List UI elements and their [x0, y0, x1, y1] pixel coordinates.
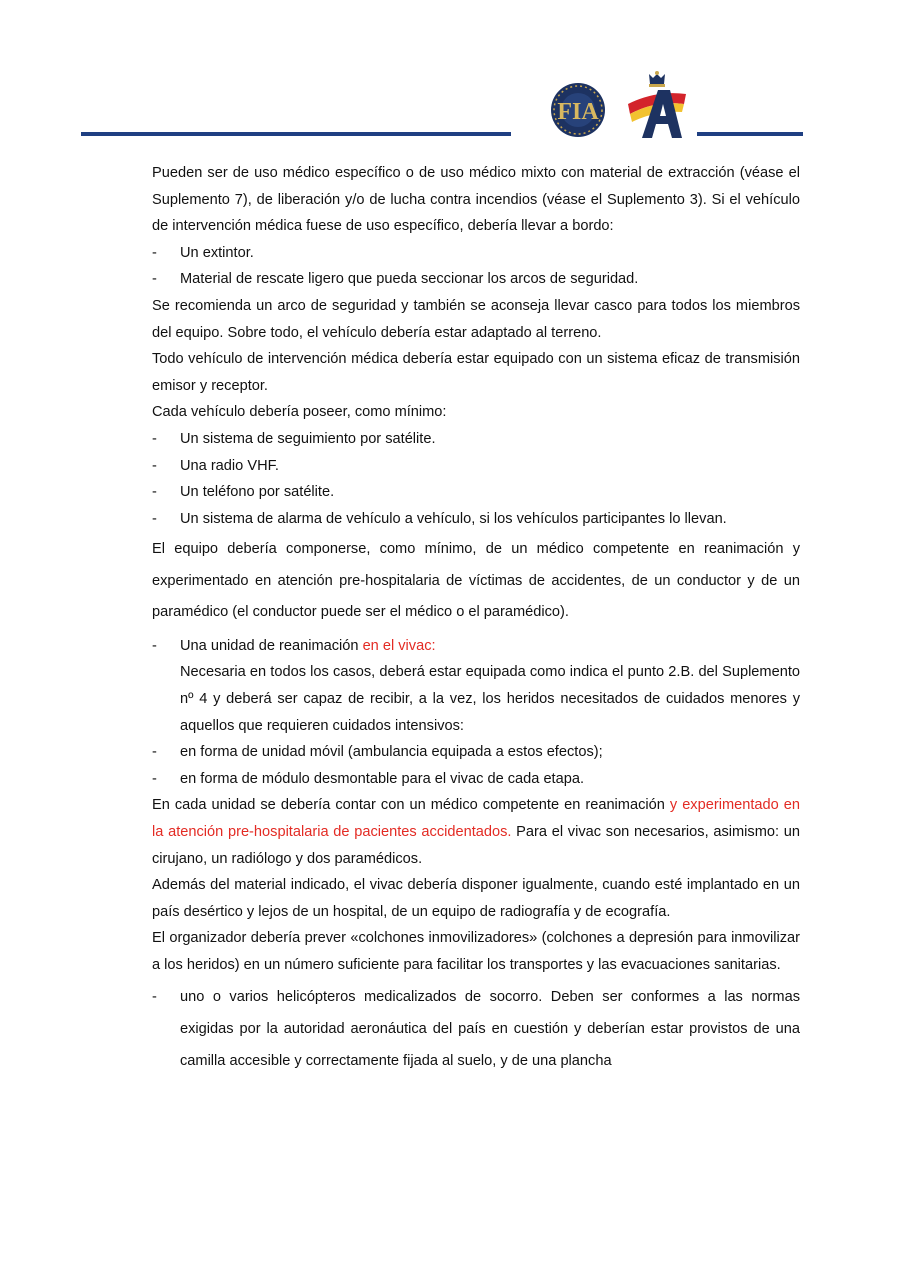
reanimation-unit-label-highlight: en el vivac:	[362, 637, 436, 654]
paragraph-1: Pueden ser de uso médico específico o de uso médico mixto con material de extracción (véase el Suplemento 7), de liberación y/o de lucha contra incendios (véase el Suplemento 3). Si el vehículo de intervención médica fuese de uso específico, debería llevar a bordo:	[152, 165, 800, 235]
header-rule-left	[81, 132, 511, 136]
list-item: - Un sistema de alarma de vehículo a vehículo, si los vehículos participantes lo llevan.	[152, 510, 727, 527]
paragraph-7: Además del material indicado, el vivac debería disponer igualmente, cuando esté implantado en un país desértico y lejos de un hospital, de un equipo de radiografía y de ecografía.	[152, 877, 800, 920]
reanimation-unit-label: Una unidad de reanimación	[180, 637, 359, 654]
list-item: - Un sistema de seguimiento por satélite.	[152, 430, 436, 447]
paragraph-6: En cada unidad se debería contar con un médico competente en reanimación y experimentado en la atención pre-hospitalaria de pacientes accidentados. Para el vivac son necesarios, asimismo: un cirujano, un radiólogo y dos paramédicos.	[152, 797, 800, 867]
reanimation-unit-description: Necesaria en todos los casos, deberá estar equipada como indica el punto 2.B. del Suplemento nº 4 y deberá ser capaz de recibir, a la vez, los heridos necesitados de cuidados menores y aquellos que requieren cuidados intensivos:	[180, 664, 800, 734]
fia-logo-text: FIA	[557, 99, 599, 125]
document-body	[152, 160, 800, 1077]
list-item-helicopters: - uno o varios helicópteros medicalizados de socorro. Deben ser conformes a las normas exigidas por la autoridad aeronáutica del país en cuestión y deberían estar provistos de una camilla accesible y correctamente fijada al suelo, y de una plancha	[152, 988, 800, 1069]
paragraph-3: Todo vehículo de intervención médica debería estar equipado con un sistema eficaz de transmisión emisor y receptor.	[152, 351, 800, 394]
header-rule-right	[697, 132, 803, 136]
list-item: - Un teléfono por satélite.	[152, 484, 335, 501]
rfea-logo-text: RFEdA	[654, 140, 658, 141]
rfea-logo	[622, 70, 690, 142]
list-item-reanimation-unit: - Una unidad de reanimación en el vivac:	[152, 637, 436, 654]
fia-logo	[537, 81, 619, 139]
paragraph-4: Cada vehículo debería poseer, como mínimo:	[152, 404, 447, 421]
list-item: - en forma de unidad móvil (ambulancia equipada a estos efectos);	[152, 744, 603, 761]
list-item: - Un extintor.	[152, 244, 254, 261]
paragraph-2: Se recomienda un arco de seguridad y también se aconseja llevar casco para todos los miembros del equipo. Sobre todo, el vehículo debería estar adaptado al terreno.	[152, 297, 800, 341]
list-item: - Una radio VHF.	[152, 457, 279, 474]
paragraph-6-highlight: y experimentado en la atención pre-hospitalaria de pacientes accidentados.	[152, 797, 800, 840]
list-item: - Material de rescate ligero que pueda seccionar los arcos de seguridad.	[152, 271, 639, 288]
paragraph-8: El organizador debería prever «colchones inmovilizadores» (colchones a depresión para inmovilizar a los heridos) en un número suficiente para facilitar los transportes y las evacuaciones sanitarias.	[152, 930, 800, 973]
list-item: - en forma de módulo desmontable para el vivac de cada etapa.	[152, 770, 585, 787]
page-header	[0, 0, 905, 145]
paragraph-5: El equipo debería componerse, como mínimo, de un médico competente en reanimación y experimentado en atención pre-hospitalaria de víctimas de accidentes, de un conductor y de un paramédico (el conductor puede ser el médico o el paramédico).	[152, 541, 800, 621]
